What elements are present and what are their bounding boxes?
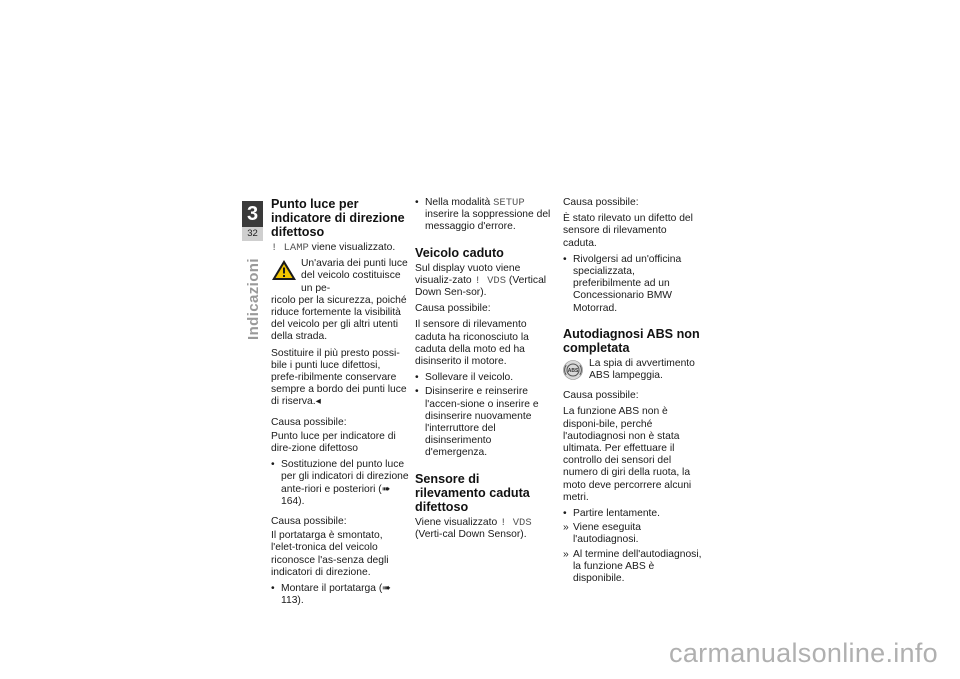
list-item-text: Sollevare il veicolo.: [425, 372, 514, 384]
bullet-list: [415, 197, 553, 234]
lamp-text: viene visualizzato.: [308, 242, 396, 253]
cause-text: Il portatarga è smontato, l'elet-tronica del veicolo riconosce l'as-senza degli indicatori di direzione.: [271, 530, 389, 578]
lamp-message: [271, 242, 409, 254]
cause-label: Causa possibile:: [563, 390, 639, 402]
cause-label: Causa possibile:: [271, 416, 347, 428]
list-item-text: Montare il portatarga (➠ 113).: [281, 583, 391, 607]
heading-vehicle-fallen: Veicolo caduto: [415, 245, 504, 260]
cause-label: Causa possibile:: [415, 303, 491, 315]
cause-label: Causa possibile:: [271, 516, 347, 528]
vds-message: [415, 263, 553, 300]
cause-text: È stato rilevato un difetto del sensore di rilevamento caduta.: [563, 213, 693, 249]
list-item: » Al termine dell'autodiagnosi, la funzione ABS è disponibile.: [563, 548, 702, 585]
list-item-text: Rivolgersi ad un'officina specializzata, preferibilmente ad un Concessionario BMW Motorrad.: [573, 253, 682, 314]
warning-text-2: ricolo per la sicurezza, poiché riduce fortemente la visibilità del veicolo per gli altri utenti della strada.: [271, 294, 407, 343]
list-item-text: Al termine dell'autodiagnosi, la funzione ABS è disponibile.: [573, 548, 702, 585]
list-item-text: inserire la soppressione del messaggio d'errore.: [425, 209, 551, 233]
cause-label: Causa possibile:: [563, 197, 639, 208]
bullet-list: [271, 459, 409, 508]
list-item: • Montare il portatarga (➠ 113).: [271, 583, 391, 607]
bullet-list: [271, 583, 409, 607]
section-label-vertical: Indicazioni: [245, 258, 262, 340]
heading-bulb-defective: Punto luce per indicatore di direzione difettoso: [271, 197, 405, 239]
heading-sensor-defective: Sensore di rilevamento caduta difettoso: [415, 471, 530, 514]
vds-text: (Vertical Down Sen-sor).: [415, 274, 547, 299]
abs-text: La spia di avvertimento ABS lampeggia.: [589, 357, 695, 382]
warning-triangle-icon: [271, 259, 297, 281]
column-2: [415, 197, 553, 545]
setup-code: SETUP: [493, 197, 525, 209]
vds-code: ! VDS: [474, 274, 507, 287]
bullet-list: [415, 372, 553, 459]
list-item-text: Partire lentamente.: [573, 508, 660, 520]
abs-warning-icon: [563, 360, 583, 380]
list-item-text: Sostituzione del punto luce per gli indicatori di direzione ante-riori e posteriori (➠ 164).: [281, 459, 409, 507]
abs-icon-label: ABS: [567, 367, 579, 374]
vds-code: ! VDS: [500, 516, 532, 529]
list-item: • Partire lentamente.: [563, 508, 660, 520]
lamp-code: ! LAMP: [271, 242, 309, 254]
list-item: • Sollevare il veicolo.: [415, 372, 514, 384]
chapter-number: 3: [242, 201, 263, 227]
vds-text: Sul display vuoto viene visualiz-zato: [415, 262, 521, 286]
cause-text: La funzione ABS non è disponi-bile, perché l'autodiagnosi non è stata ultimata. Per effettuare il controllo dei sensori del numero di giri della ruota, la moto deve percorrere alcuni metri.: [563, 406, 692, 503]
list-item-text: Disinserire e reinserire l'accen-sione o inserire e disinserire nuovamente l'interruttore del disinserimento d'emergenza.: [425, 386, 539, 459]
warning-text-1: Un'avaria dei punti luce del veicolo costituisce un pe-: [301, 258, 408, 294]
bullet-list: [563, 254, 703, 315]
warning-block: [271, 258, 409, 295]
vds-text: Viene visualizzato: [415, 516, 501, 528]
column-3: [563, 197, 703, 589]
chapter-tab: [242, 201, 263, 241]
cause-text: Il sensore di rilevamento caduta ha riconosciuto la caduta della moto ed ha disinserito il motore.: [415, 319, 529, 368]
abs-indicator-block: [563, 358, 703, 382]
bullet-list: [563, 508, 703, 585]
watermark: carmanualsonline.info: [669, 638, 938, 668]
list-item: • Disinserire e reinserire l'accen-sione o inserire e disinserire nuovamente l'interruttore del disinserimento d'emergenza.: [415, 386, 539, 459]
vds-text: (Verti-cal Down Sensor).: [415, 528, 527, 540]
warning-text-3: Sostituire il più presto possi-bile i punti luce difettosi, prefe-ribilmente conservare sempre a bordo dei punti luce di riserva.◂: [271, 347, 407, 408]
list-item: • Nella modalità SETUP inserire la soppressione del messaggio d'errore.: [415, 197, 551, 233]
list-item-text: Nella modalità: [425, 197, 494, 208]
column-1: [271, 197, 409, 611]
list-item: • Rivolgersi ad un'officina specializzata, preferibilmente ad un Concessionario BMW Motorrad.: [563, 253, 682, 314]
vds-message: [415, 517, 553, 541]
list-item: • Sostituzione del punto luce per gli indicatori di direzione ante-riori e posteriori (➠ 164).: [271, 459, 409, 507]
list-item-text: Viene eseguita l'autodiagnosi.: [573, 522, 641, 546]
cause-text: Punto luce per indicatore di dire-zione difettoso: [271, 430, 396, 455]
heading-abs-selftest: Autodiagnosi ABS non completata: [563, 326, 700, 355]
list-item: » Viene eseguita l'autodiagnosi.: [563, 522, 641, 546]
page-number: 32: [242, 227, 263, 241]
